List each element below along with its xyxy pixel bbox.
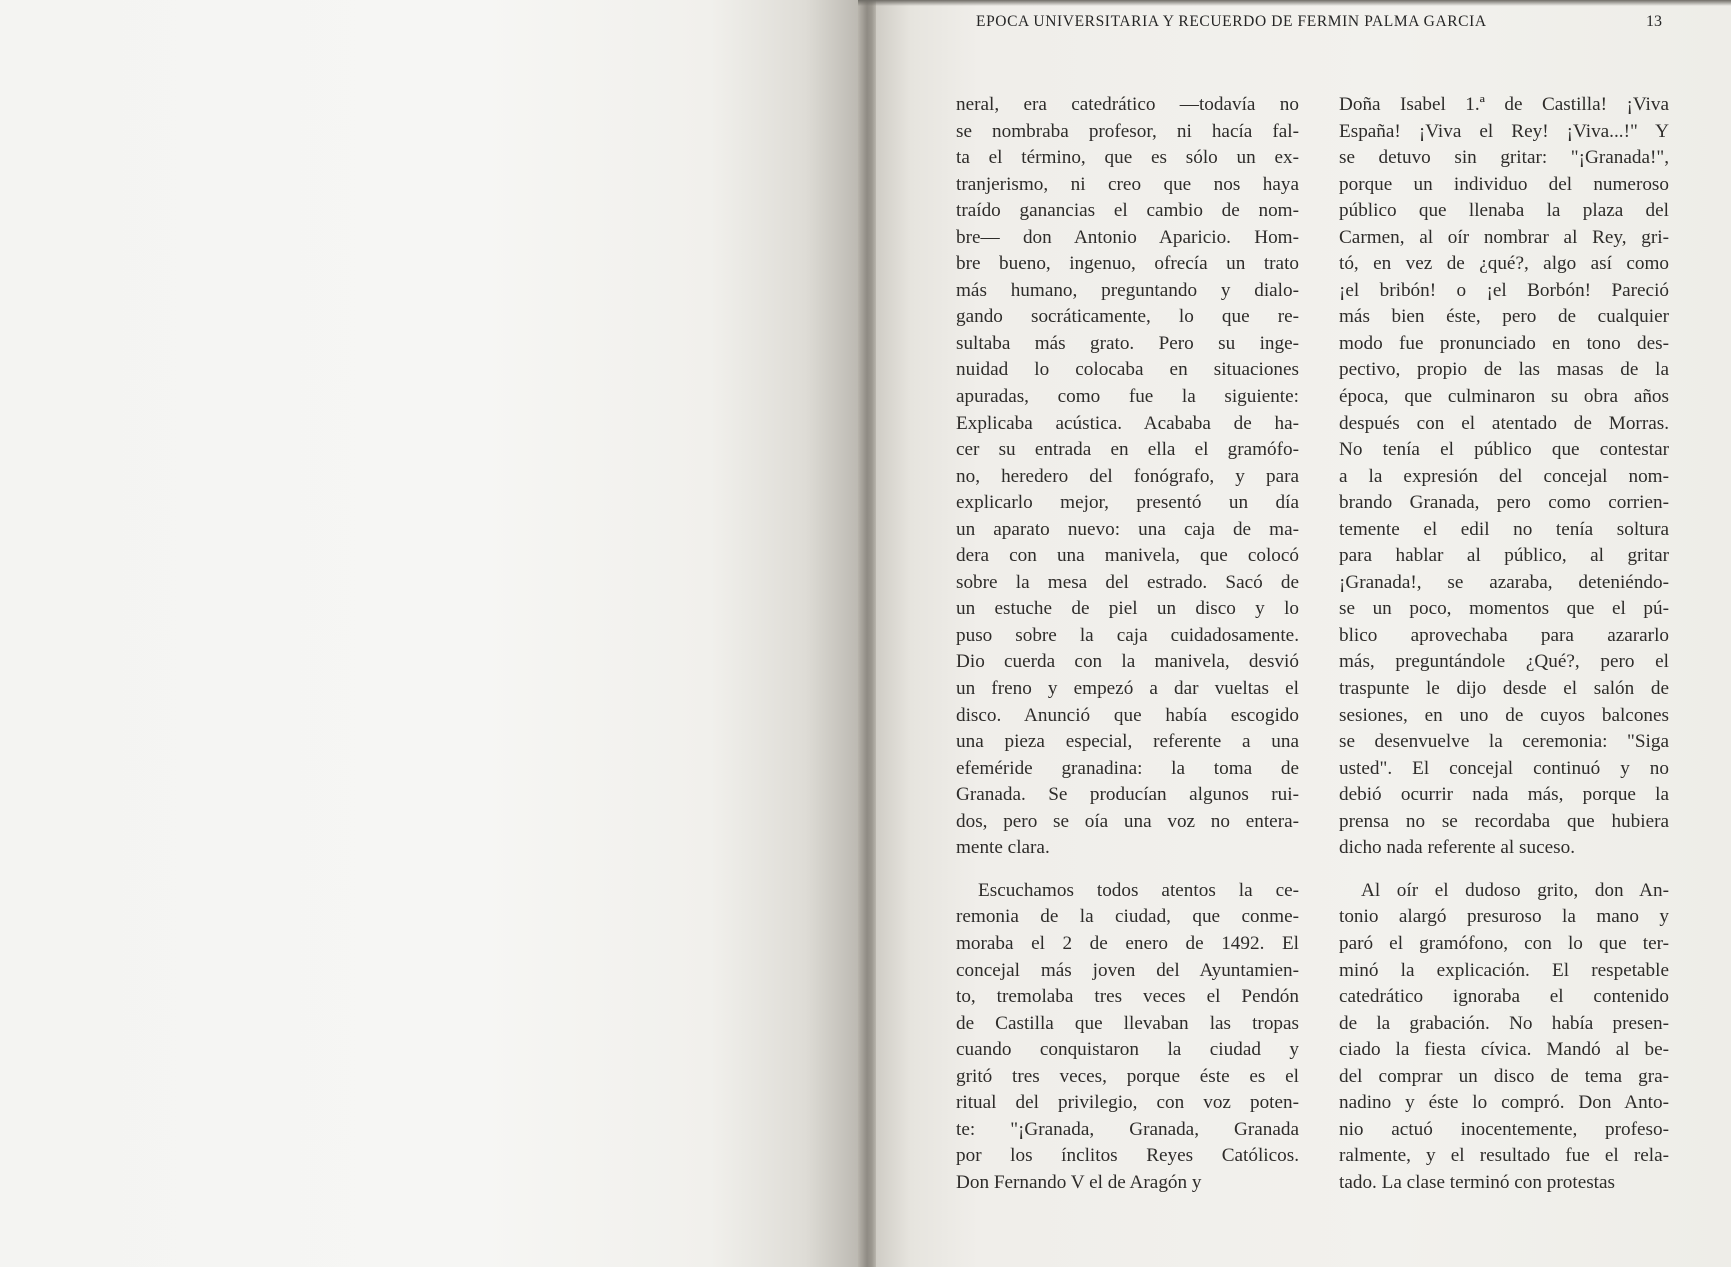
text-line: bre— don Antonio Aparicio. Hom- — [956, 226, 1299, 248]
text-column-left — [956, 92, 1299, 1196]
text-line: ritual del privilegio, con voz poten- — [956, 1092, 1299, 1114]
text-line: no, heredero del fonógrafo, y para — [956, 465, 1299, 487]
paragraph — [956, 92, 1299, 862]
text-line: Explicaba acústica. Acababa de ha- — [956, 412, 1299, 434]
text-line: modo fue pronunciado en tono des- — [1339, 332, 1669, 354]
text-line: de Castilla que llevaban las tropas — [956, 1012, 1299, 1034]
text-line: explicarlo mejor, presentó un día — [956, 492, 1299, 514]
text-line: tó, en vez de ¿qué?, algo así como — [1339, 253, 1669, 275]
text-line: temente el edil no tenía soltura — [1339, 518, 1669, 540]
text-line: concejal más joven del Ayuntamien- — [956, 959, 1299, 981]
text-line: tonio alargó presuroso la mano y — [1339, 906, 1669, 928]
text-line: más, preguntándole ¿Qué?, pero el — [1339, 651, 1669, 673]
text-line: Dio cuerda con la manivela, desvió — [956, 651, 1299, 673]
text-line: cer su entrada en ella el gramófo- — [956, 439, 1299, 461]
text-line: dera con una manivela, que colocó — [956, 545, 1299, 567]
text-line: sobre la mesa del estrado. Sacó de — [956, 571, 1299, 593]
text-line: apuradas, como fue la siguiente: — [956, 386, 1299, 408]
text-line: Don Fernando V el de Aragón y — [956, 1171, 1202, 1193]
text-line: tado. La clase terminó con protestas — [1339, 1171, 1615, 1193]
text-line: para hablar al público, al gritar — [1339, 545, 1669, 567]
text-column-right — [1339, 92, 1669, 1196]
text-line: bre bueno, ingenuo, ofrecía un trato — [956, 253, 1299, 275]
text-line: pectivo, propio de las masas de la — [1339, 359, 1669, 381]
paragraph — [1339, 92, 1669, 862]
text-line: remonia de la ciudad, que conme- — [956, 906, 1299, 928]
text-line: Escuchamos todos atentos la ce- — [978, 879, 1299, 901]
text-line: ralmente, y el resultado fue el rela- — [1339, 1145, 1669, 1167]
running-head: EPOCA UNIVERSITARIA Y RECUERDO DE FERMIN PALMA GARCIA — [976, 13, 1487, 30]
text-line: época, que culminaron su obra años — [1339, 386, 1669, 408]
text-line: mente clara. — [956, 837, 1050, 859]
text-line: Granada. Se producían algunos rui- — [956, 784, 1299, 806]
text-line: prensa no se recordaba que hubiera — [1339, 810, 1669, 832]
text-line: puso sobre la caja cuidadosamente. — [956, 624, 1299, 646]
text-line: disco. Anunció que había escogido — [956, 704, 1299, 726]
text-line: una pieza especial, referente a una — [956, 731, 1299, 753]
text-line: dos, pero se oía una voz no entera- — [956, 810, 1299, 832]
text-line: a la expresión del concejal nom- — [1339, 465, 1669, 487]
text-line: No tenía el público que contestar — [1339, 439, 1669, 461]
text-line: traspunte le dijo desde el salón de — [1339, 678, 1669, 700]
paragraph — [1339, 878, 1669, 1197]
text-line: se un poco, momentos que el pú- — [1339, 598, 1669, 620]
text-line: dicho nada referente al suceso. — [1339, 837, 1575, 859]
text-line: to, tremolaba tres veces el Pendón — [956, 986, 1299, 1008]
text-line: blico aprovechaba para azararlo — [1339, 624, 1669, 646]
text-line: un aparato nuevo: una caja de ma- — [956, 518, 1299, 540]
text-line: moraba el 2 de enero de 1492. El — [956, 932, 1299, 954]
text-line: España! ¡Viva el Rey! ¡Viva...!" Y — [1339, 120, 1669, 142]
text-line: gando socráticamente, lo que re- — [956, 306, 1299, 328]
text-line: traído ganancias el cambio de nom- — [956, 200, 1299, 222]
text-line: después con el atentado de Morras. — [1339, 412, 1669, 434]
text-line: Doña Isabel 1.ª de Castilla! ¡Viva — [1339, 94, 1669, 115]
text-line: minó la explicación. El respetable — [1339, 959, 1669, 981]
text-line: catedrático ignoraba el contenido — [1339, 986, 1669, 1008]
text-line: ciado la fiesta cívica. Mandó al be- — [1339, 1039, 1669, 1061]
text-line: se nombraba profesor, ni hacía fal- — [956, 120, 1299, 142]
page-top-shadow — [858, 0, 1731, 6]
text-line: de la grabación. No había presen- — [1339, 1012, 1669, 1034]
text-line: tranjerismo, ni creo que nos haya — [956, 173, 1299, 195]
text-line: debió ocurrir nada más, porque la — [1339, 784, 1669, 806]
text-line: del comprar un disco de tema gra- — [1339, 1065, 1669, 1087]
text-line: Al oír el dudoso grito, don An- — [1361, 879, 1669, 901]
text-line: te: "¡Granada, Granada, Granada — [956, 1118, 1299, 1140]
paragraph-gap — [1339, 862, 1669, 878]
text-line: efeméride granadina: la toma de — [956, 757, 1299, 779]
text-line: por los ínclitos Reyes Católicos. — [956, 1145, 1299, 1167]
text-line: se desenvuelve la ceremonia: "Siga — [1339, 731, 1669, 753]
text-line: Carmen, al oír nombrar al Rey, gri- — [1339, 226, 1669, 248]
text-line: usted". El concejal continuó y no — [1339, 757, 1669, 779]
text-line: más humano, preguntando y dialo- — [956, 279, 1299, 301]
text-line: público que llenaba la plaza del — [1339, 200, 1669, 222]
text-line: un estuche de piel un disco y lo — [956, 598, 1299, 620]
text-line: se detuvo sin gritar: "¡Granada!", — [1339, 147, 1669, 169]
text-line: gritó tres veces, porque éste es el — [956, 1065, 1299, 1087]
text-line: porque un individuo del numeroso — [1339, 173, 1669, 195]
text-line: brando Granada, pero como corrien- — [1339, 492, 1669, 514]
text-line: nadino y éste lo compró. Don Anto- — [1339, 1092, 1669, 1114]
text-line: neral, era catedrático —todavía no — [956, 94, 1299, 115]
text-line: cuando conquistaron la ciudad y — [956, 1039, 1299, 1061]
text-line: paró el gramófono, con lo que ter- — [1339, 932, 1669, 954]
page-number: 13 — [1646, 13, 1662, 30]
paragraph-gap — [956, 862, 1299, 878]
text-line: sesiones, en uno de cuyos balcones — [1339, 704, 1669, 726]
text-line: ¡el bribón! o ¡el Borbón! Pareció — [1339, 279, 1669, 301]
paragraph — [956, 878, 1299, 1197]
book-gutter — [858, 0, 878, 1267]
text-line: sultaba más grato. Pero su inge- — [956, 332, 1299, 354]
text-line: ta el término, que es sólo un ex- — [956, 147, 1299, 169]
text-line: ¡Granada!, se azaraba, deteniéndo- — [1339, 571, 1669, 593]
text-line: más bien éste, pero de cualquier — [1339, 306, 1669, 328]
text-line: nio actuó inocentemente, profeso- — [1339, 1118, 1669, 1140]
text-line: un freno y empezó a dar vueltas el — [956, 678, 1299, 700]
text-line: nuidad lo colocaba en situaciones — [956, 359, 1299, 381]
